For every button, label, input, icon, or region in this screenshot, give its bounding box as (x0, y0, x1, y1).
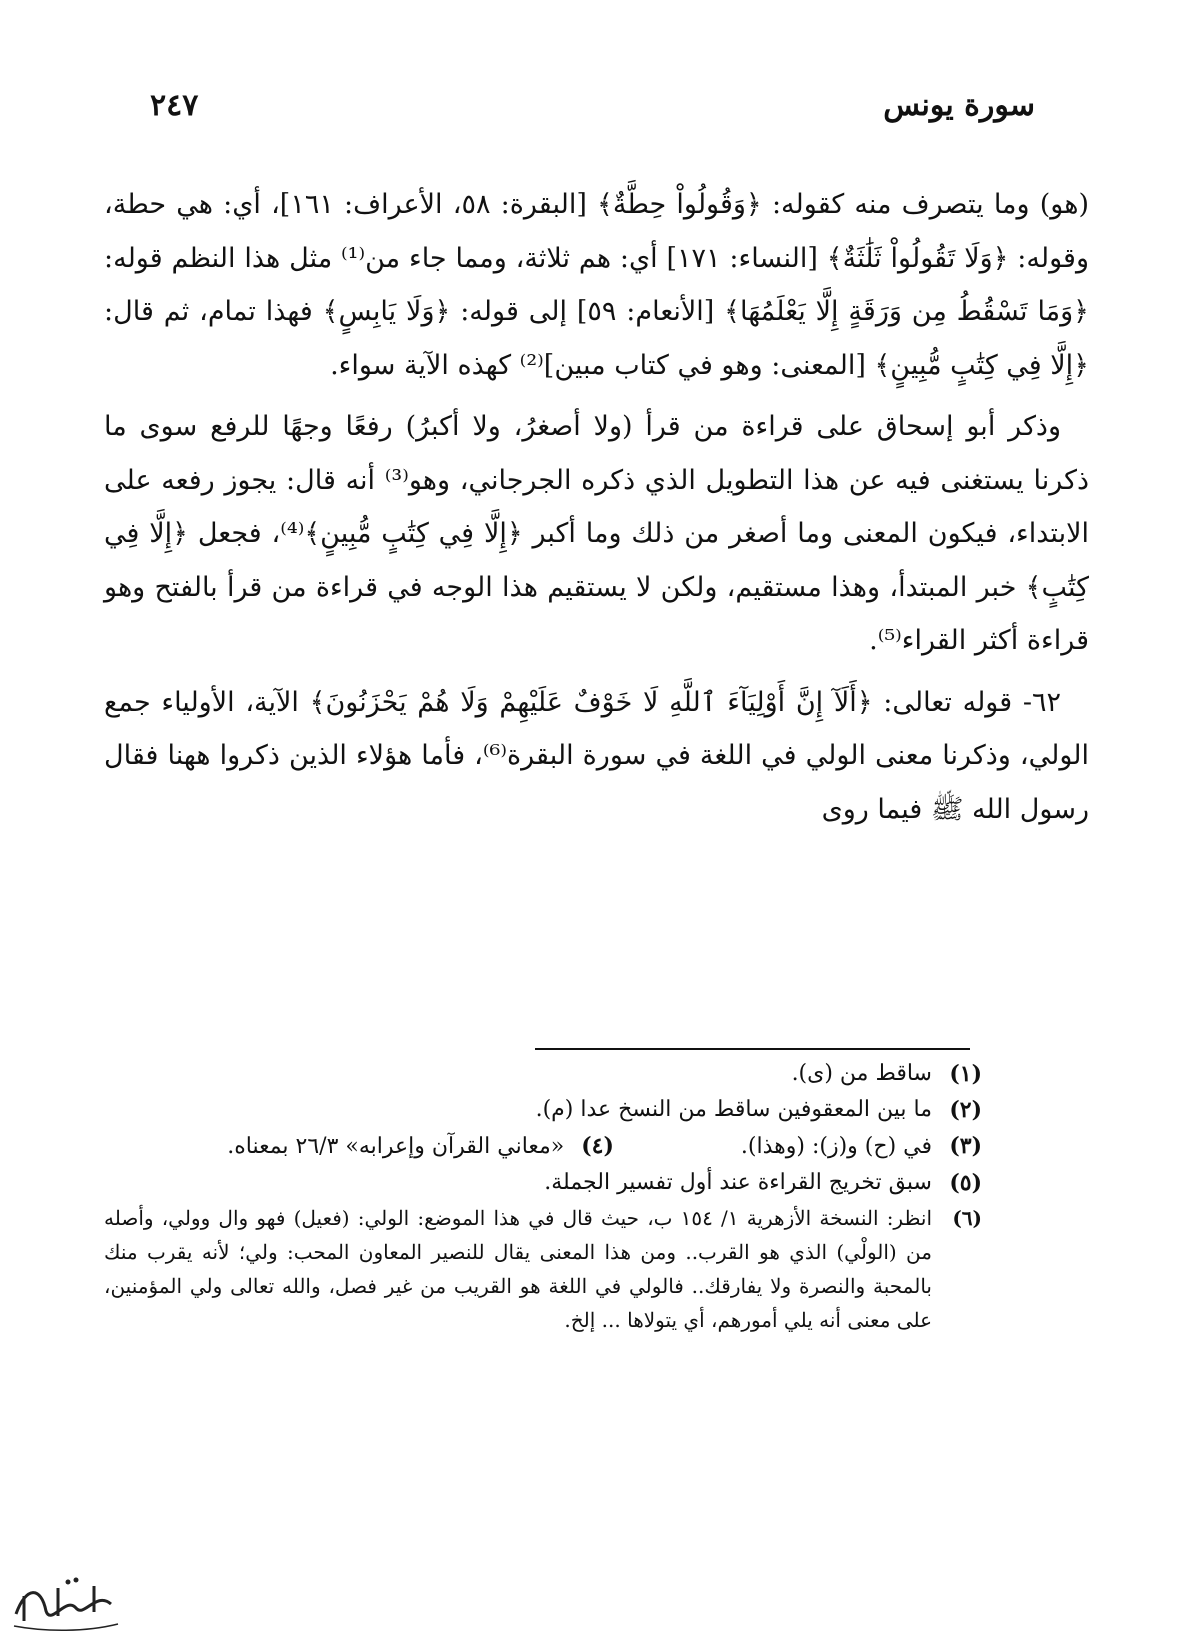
footnote-4 (227, 1128, 614, 1165)
footnote-text: سبق تخريج القراءة عند أول تفسير الجملة. (544, 1170, 932, 1195)
footnote-text: في (ح) و(ز): (وهذا). (740, 1134, 932, 1159)
page-header (150, 88, 1035, 138)
footnote-5 (104, 1165, 982, 1201)
footnote-text: ساقط من (ى). (791, 1061, 932, 1086)
footnote-number: (١) (949, 1061, 982, 1087)
page-number: ٢٤٧ (150, 88, 199, 123)
footnotes (104, 1056, 982, 1337)
paragraph-3: ٦٢- قوله تعالى: ﴿أَلَآ إِنَّ أَوْلِيَآءَ ٱللَّهِ لَا خَوْفٌ عَلَيْهِمْ وَلَا هُمْ يَحْزَنُونَ﴾ الآية، الأولياء جمع الولي، وذكرنا معنى الولي في اللغة في سورة البقرة⁽⁶⁾، فأما هؤلاء الذين ذكروا ههنا فقال رسول الله ﷺ فيما روى (104, 686, 1089, 825)
footnote-text: ما بين المعقوفين ساقط من النسخ عدا (م). (535, 1097, 932, 1122)
paragraph-2: وذكر أبو إسحاق على قراءة من قرأ (ولا أصغرُ، ولا أكبرُ) رفعًا وجهًا للرفع سوى ما ذكرنا يستغنى فيه عن هذا التطويل الذي ذكره الجرجاني، وهو⁽³⁾ أنه قال: يجوز رفعه على الابتداء، فيكون المعنى وما أصغر من ذلك وما أكبر ﴿إِلَّا فِي كِتَٰبٍ مُّبِينٍ﴾⁽⁴⁾، فجعل ﴿إِلَّا فِي كِتَٰبٍ﴾ خبر المبتدأ، وهذا مستقيم، ولكن لا يستقيم هذا الوجه في قراءة من قرأ بالفتح وهو قراءة أكثر القراء⁽⁵⁾. (104, 411, 1089, 656)
paragraph-1: (هو) وما يتصرف منه كقوله: ﴿وَقُولُواْ حِطَّةٌ﴾ [البقرة: ٥٨، الأعراف: ١٦١]، أي: هي حطة، وقوله: ﴿وَلَا تَقُولُواْ ثَلَٰثَةٌ﴾ [النساء: ١٧١] أي: هم ثلاثة، ومما جاء من⁽¹⁾ مثل هذا النظم قوله: ﴿وَمَا تَسْقُطُ مِن وَرَقَةٍ إِلَّا يَعْلَمُهَا﴾ [الأنعام: ٥٩] إلى قوله: ﴿وَلَا يَابِسٍ﴾ فهذا تمام، ثم قال: ﴿إِلَّا فِي كِتَٰبٍ مُّبِينٍ﴾ [المعنى: وهو في كتاب مبين]⁽²⁾ كهذه الآية سواء. (104, 189, 1089, 381)
main-text (104, 178, 1089, 836)
footnote-number: (٥) (949, 1170, 982, 1196)
footnote-1 (104, 1056, 982, 1092)
publisher-logo (6, 1566, 126, 1636)
footnote-2 (104, 1092, 982, 1128)
footnote-number: (٢) (949, 1097, 982, 1123)
footnote-number: (٣) (949, 1133, 982, 1159)
footnote-separator (535, 1048, 970, 1050)
footnote-text: «معاني القرآن وإعرابه» ٢٦/٣ بمعناه. (227, 1134, 565, 1159)
surah-title: سورة يونس (883, 88, 1035, 123)
footnote-6 (104, 1201, 982, 1337)
footnote-3-4 (104, 1128, 982, 1165)
footnote-text: انظر: النسخة الأزهرية ١/ ١٥٤ ب، حيث قال في هذا الموضع: الولي: (فعيل) فهو وال وولي، وأصله من (الولْي) الذي هو القرب.. ومن هذا المعنى يقال للنصير المعاون المحب: ولي؛ لأنه يقرب منك بالمحبة والنصرة ولا يفارقك.. فالولي في اللغة هو القريب من غير فصل، والله تعالى ولي المؤمنين، على معنى أنه يلي أمورهم، أي يتولاها ... إلخ. (104, 1206, 932, 1332)
footnote-number: (٦) (952, 1206, 982, 1230)
footnote-number: (٤) (581, 1133, 614, 1159)
